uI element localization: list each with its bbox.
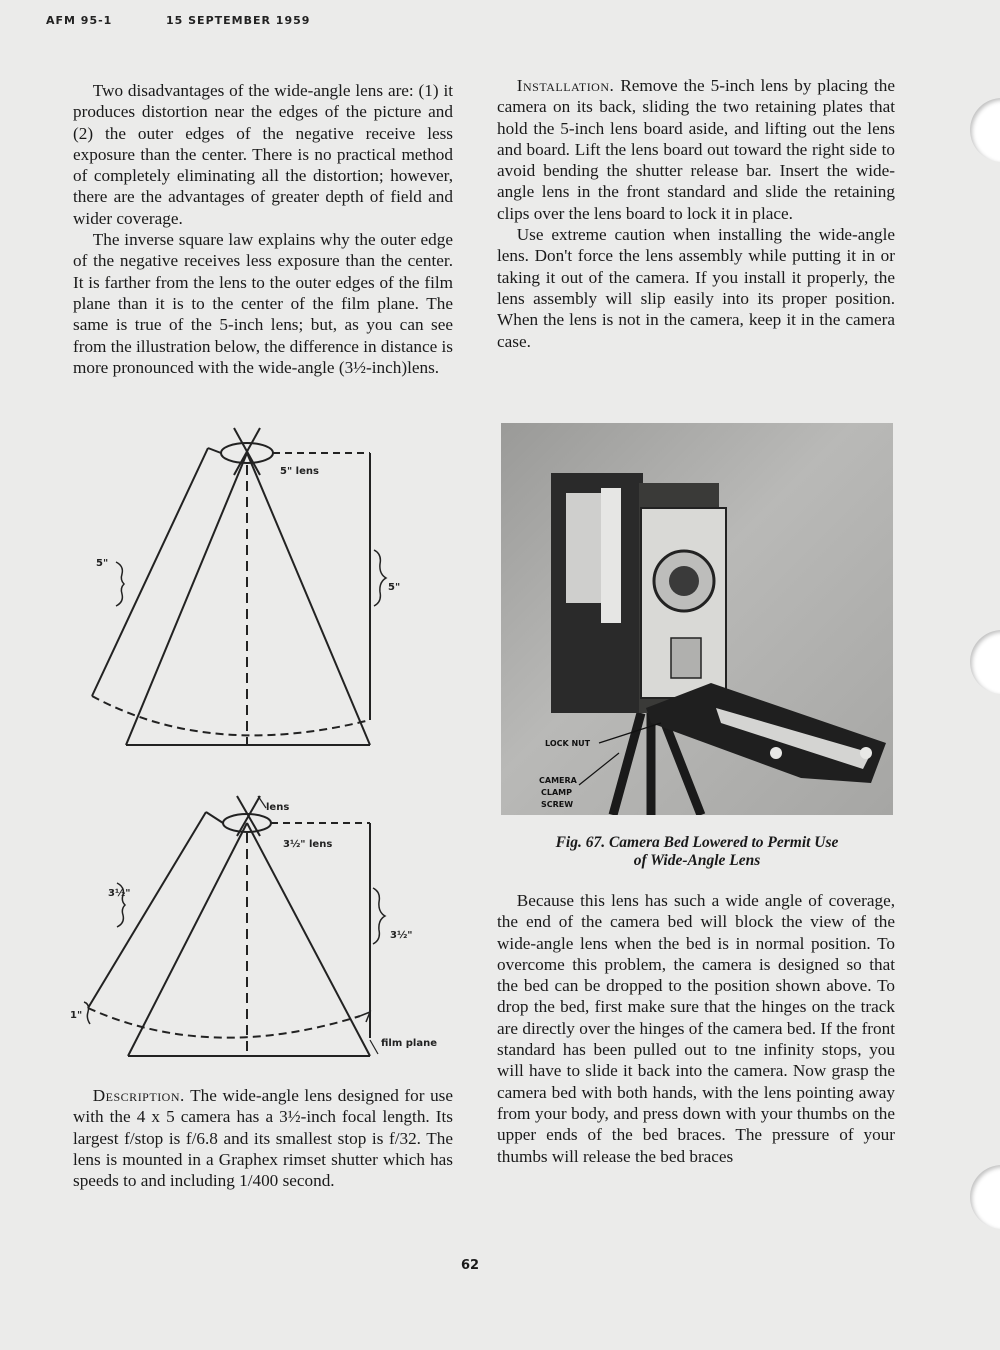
camera-clamp-label-3: SCREW: [541, 800, 574, 809]
installation-heading: Installation.: [516, 76, 615, 95]
gap-label: 1": [70, 1010, 83, 1021]
camera-clamp-label-1: CAMERA: [539, 776, 577, 785]
right-column-top: [497, 75, 895, 352]
lock-nut-label: LOCK NUT: [545, 739, 591, 748]
diagram-wide-angle-lens: [70, 788, 470, 1063]
document-date: 15 SEPTEMBER 1959: [166, 14, 311, 27]
side-label-left: 3½": [108, 888, 131, 899]
description-text: The wide-angle lens designed for use with the 4 x 5 camera has a 3½-inch focal length. Its largest f/stop is f/6.8 and its smallest stop is f/32. The lens is mounted in a Graphex rimset shutter which has speeds to and including 1/400 second.: [73, 1086, 453, 1191]
ray-left: [128, 823, 247, 1056]
lens-label: 5" lens: [280, 466, 319, 477]
punch-hole: [970, 98, 1000, 162]
diagram-5-inch-lens: [70, 420, 450, 755]
left-column: [73, 80, 453, 378]
side-label-right: 3½": [390, 930, 413, 941]
installation-text: Remove the 5-inch lens by placing the camera on its back, sliding the two retaining plates that hold the 5-inch lens board aside, and lifting out the lens and board. Lift the lens board out toward the right side to avoid bending the shutter release bar. Insert the wide-angle lens in the front standard and slide the retaining clips over the lens board to lock it in place.: [497, 76, 896, 223]
figure-caption-line2: of Wide-Angle Lens: [633, 852, 761, 869]
focal-arc: [88, 1008, 360, 1038]
paragraph-disadvantages: Two disadvantages of the wide-angle lens are: (1) it produces distortion near the edges of the picture and (2) the outer edges of the negative receive less exposure than the center. There is no practical method of completely eliminating all the distortion; however, there are the advantages of greater depth of field and wider coverage.: [73, 81, 453, 228]
punch-hole: [970, 630, 1000, 694]
right-column-bottom: [497, 890, 895, 1167]
ray-right: [247, 453, 370, 745]
camera-clamp-label-2: CLAMP: [541, 788, 572, 797]
paragraph-inverse-square: The inverse square law explains why the outer edge of the negative receives less exposure than the center. It is farther from the lens to the outer edges of the film plane than it is to the center of the film plane. The same is true of the 5-inch lens; but, as you can see from the illustration below, the difference in distance is more pronounced with the wide-angle (3½-inch)lens.: [73, 230, 453, 377]
punch-hole: [970, 1165, 1000, 1229]
document-id: AFM 95-1: [46, 14, 113, 27]
film-plane-label: film plane: [381, 1038, 437, 1049]
side-label-left: 5": [96, 558, 109, 569]
description-heading: Description.: [92, 1086, 185, 1105]
camera-photograph: [501, 423, 893, 815]
page-number: 62: [460, 1258, 480, 1273]
focal-arc: [92, 696, 370, 735]
description-block: [73, 1085, 453, 1191]
paragraph-camera-bed: Because this lens has such a wide angle of coverage, the end of the camera bed will block the view of the wide-angle lens when the bed is in normal position. To overcome this problem, the camera is designed so that the bed can be dropped to the position shown above. To drop the bed, first make sure that the hinges on the track are directly over the hinges of the camera bed. If the front standard has been pulled out to tne infinity stops, you will have to slide it back into the camera. Now grasp the camera bed with both hands, with the lens pointing away from your body, and press down with your thumbs on the upper ends of the bed braces. The pressure of your thumbs will release the bed braces: [497, 891, 895, 1166]
figure-caption-line1: Fig. 67. Camera Bed Lowered to Permit Use: [555, 834, 839, 851]
ray-right: [247, 823, 370, 1056]
paragraph-caution: Use extreme caution when installing the wide-angle lens. Don't force the lens assembly while putting it in or taking it out of the camera. If you install it properly, the lens assembly will slip easily into its proper position. When the lens is not in the camera, keep it in the camera case.: [497, 225, 895, 351]
side-label-right: 5": [388, 582, 401, 593]
figure-caption: [501, 834, 893, 870]
ray-left: [126, 453, 247, 745]
lens-label: 3½" lens: [283, 839, 333, 850]
lens-word-label: lens: [266, 802, 290, 813]
